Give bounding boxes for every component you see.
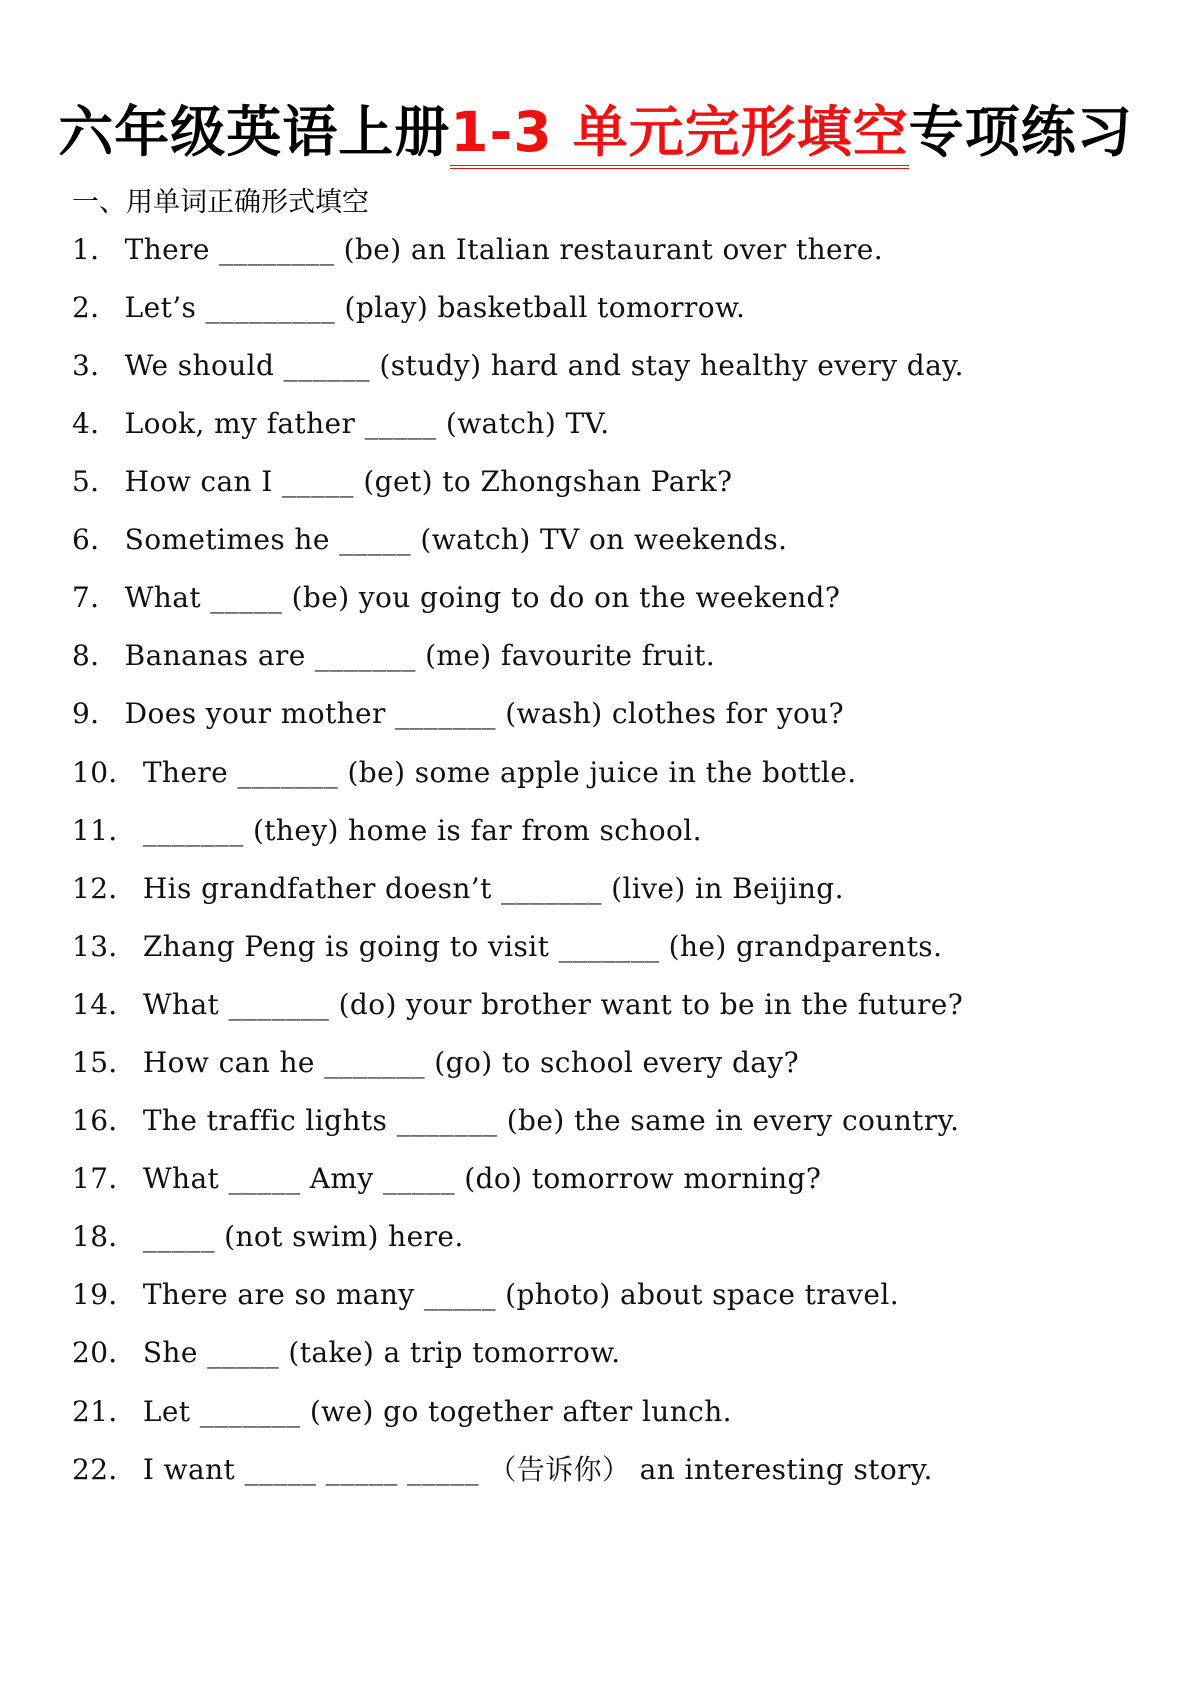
question-number: 17． [72, 1162, 137, 1195]
question-6 [72, 518, 787, 558]
question-13 [72, 925, 942, 965]
question-text: There are so many _____ (photo) about space travel. [142, 1278, 899, 1311]
question-text: What _____ Amy _____ (do) tomorrow morning? [142, 1162, 822, 1195]
question-number: 22． [72, 1453, 137, 1486]
question-text: She _____ (take) a trip tomorrow. [142, 1336, 621, 1369]
question-text: The traffic lights _______ (be) the same in every country. [142, 1104, 960, 1137]
question-16 [72, 1099, 959, 1139]
question-number: 4． [72, 407, 119, 440]
question-number: 19． [72, 1278, 137, 1311]
question-8 [72, 634, 715, 674]
question-text: What _______ (do) your brother want to be in the future? [142, 988, 964, 1021]
question-text: His grandfather doesn’t _______ (live) in Beijing. [142, 872, 844, 905]
question-number: 12． [72, 872, 137, 905]
question-number: 7． [72, 581, 119, 614]
question-number: 21． [72, 1395, 137, 1428]
question-number: 10． [72, 756, 137, 789]
question-number: 9． [72, 697, 119, 730]
question-text: Zhang Peng is going to visit _______ (he) grandparents. [142, 930, 943, 963]
question-text: Does your mother _______ (wash) clothes for you? [124, 697, 845, 730]
question-5 [72, 460, 732, 500]
question-14 [72, 983, 963, 1023]
question-4 [72, 402, 610, 442]
question-text: Look, my father _____ (watch) TV. [124, 407, 610, 440]
question-15 [72, 1041, 799, 1081]
title-part-2: 专项练习 [908, 100, 1133, 164]
question-text: _______ (they) home is far from school. [142, 814, 702, 847]
question-number: 11． [72, 814, 137, 847]
question-number: 3． [72, 349, 119, 382]
section-heading: 一、用单词正确形式填空 [72, 187, 369, 218]
question-19 [72, 1273, 899, 1313]
question-21 [72, 1390, 732, 1430]
title-highlight: 1-3 单元完形填空 [450, 100, 909, 169]
question-20 [72, 1331, 621, 1371]
question-text: How can I _____ (get) to Zhongshan Park? [124, 465, 733, 498]
question-22 [72, 1448, 933, 1488]
page-title [0, 88, 1191, 167]
question-3 [72, 344, 964, 384]
question-text: What _____ (be) you going to do on the weekend? [124, 581, 841, 614]
question-number: 16． [72, 1104, 137, 1137]
question-9 [72, 692, 844, 732]
question-text: There _______ (be) some apple juice in the bottle. [142, 756, 857, 789]
question-2 [72, 286, 745, 326]
question-7 [72, 576, 840, 616]
question-10 [72, 751, 857, 791]
question-number: 2． [72, 291, 119, 324]
question-18 [72, 1215, 464, 1255]
question-number: 20． [72, 1336, 137, 1369]
question-12 [72, 867, 844, 907]
question-11 [72, 809, 702, 849]
question-number: 1． [72, 233, 119, 266]
question-number: 5． [72, 465, 119, 498]
question-text: Bananas are _______ (me) favourite fruit. [124, 639, 716, 672]
question-text: Let _______ (we) go together after lunch. [142, 1395, 732, 1428]
question-number: 18． [72, 1220, 137, 1253]
question-text: Sometimes he _____ (watch) TV on weekends. [124, 523, 788, 556]
question-number: 13． [72, 930, 137, 963]
question-text: How can he _______ (go) to school every day? [142, 1046, 800, 1079]
question-number: 6． [72, 523, 119, 556]
question-number: 14． [72, 988, 137, 1021]
question-text: I want _____ _____ _____ （告诉你） an interesting story. [142, 1453, 933, 1486]
question-text: _____ (not swim) here. [142, 1220, 464, 1253]
question-text: There ________ (be) an Italian restaurant over there. [124, 233, 884, 266]
question-number: 15． [72, 1046, 137, 1079]
question-text: Let’s _________ (play) basketball tomorrow. [124, 291, 746, 324]
title-part-1: 六年级英语上册 [58, 100, 451, 164]
question-text: We should ______ (study) hard and stay healthy every day. [124, 349, 964, 382]
question-1 [72, 228, 883, 268]
question-number: 8． [72, 639, 119, 672]
question-17 [72, 1157, 821, 1197]
